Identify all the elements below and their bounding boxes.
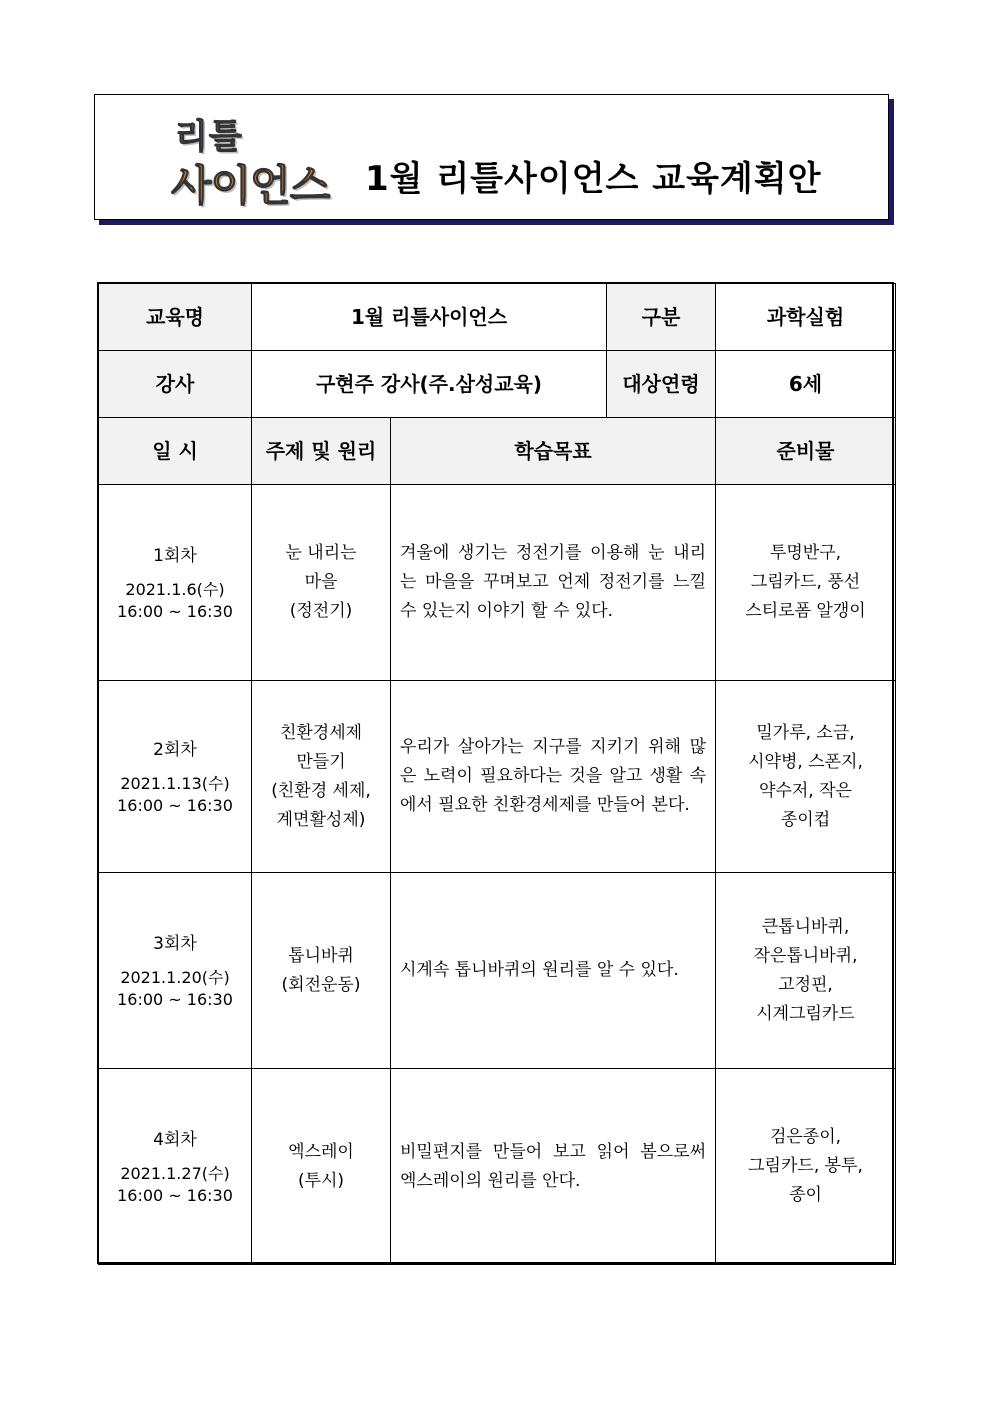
program-label: 교육명 [99,284,252,351]
session-topic-cell [252,1069,391,1265]
instructor-value: 구현주 강사(주.삼성교육) [252,351,607,418]
session-date: 2021.1.20(수) [120,968,230,987]
material-line: 그림카드, 봉투, [748,1156,863,1176]
topic-line: 계면활성제) [276,809,366,830]
session-date: 2021.1.6(수) [125,580,225,599]
little-science-logo [171,109,341,209]
logo-line-2-text: 사이언스 [171,161,330,210]
session-topic-cell [252,485,391,681]
col-header-goal: 학습목표 [391,418,716,485]
session-time: 16:00 ~ 16:30 [117,602,233,621]
session-number: 2회차 [153,740,197,760]
instructor-label: 강사 [99,351,252,418]
logo-line-2 [171,153,329,213]
category-label: 구분 [607,284,716,351]
col-header-topic: 주제 및 원리 [252,418,391,485]
session-topic-cell [252,873,391,1069]
session-time: 16:00 ~ 16:30 [117,796,233,815]
topic-line: 눈 내리는 [285,543,357,563]
topic-line: (회전운동) [281,974,361,995]
session-time: 16:00 ~ 16:30 [117,990,233,1009]
session-date-cell [99,1069,252,1265]
material-line: 작은톱니바퀴, [753,945,858,966]
topic-line: 톱니바퀴 [288,945,354,966]
session-goal: 겨울에 생기는 정전기를 이용해 눈 내리는 마을을 꾸며보고 언제 정전기를 느낄 수 있는지 이야기 할 수 있다. [391,485,716,681]
topic-line: (친환경 세제, [271,780,371,801]
material-line: 약수저, 작은 [759,780,852,801]
logo-line-1 [175,109,243,158]
title-box [94,94,889,220]
col-header-date: 일 시 [99,418,252,485]
topic-line: 엑스레이 [288,1141,354,1162]
table-row [99,1069,896,1265]
session-number: 4회차 [153,1130,197,1150]
session-date-cell [99,873,252,1069]
age-label: 대상연령 [607,351,716,418]
material-line: 큰톱니바퀴, [761,916,850,937]
info-row-program [99,284,896,351]
material-line: 투명반구, [769,543,842,563]
session-materials-cell [716,681,896,873]
session-materials-cell [716,873,896,1069]
col-header-materials: 준비물 [716,418,896,485]
topic-line: 친환경세제 [279,722,363,743]
topic-line: 마을 [304,572,338,592]
material-line: 시계그림카드 [756,1003,855,1024]
material-line: 스티로폼 알갱이 [745,601,866,621]
age-value: 6세 [716,351,896,418]
table-row [99,681,896,873]
session-materials-cell [716,1069,896,1265]
program-value: 1월 리틀사이언스 [252,284,607,351]
table-row [99,873,896,1069]
session-date-cell [99,485,252,681]
education-plan-table [98,283,896,1265]
material-line: 그림카드, 풍선 [750,572,861,592]
material-line: 검은종이, [769,1127,842,1147]
session-goal: 우리가 살아가는 지구를 지키기 위해 많은 노력이 필요하다는 것을 알고 생활 속에서 필요한 친환경세제를 만들어 본다. [391,681,716,873]
session-date: 2021.1.13(수) [120,774,230,793]
category-value: 과학실험 [716,284,896,351]
topic-line: (정전기) [289,601,353,621]
topic-line: (투시) [297,1170,345,1191]
page-title: 1월 리틀사이언스 교육계획안 [365,159,822,199]
material-line: 고정핀, [778,974,833,995]
material-line: 시약병, 스폰지, [748,751,863,772]
session-date: 2021.1.27(수) [120,1164,230,1183]
session-time: 16:00 ~ 16:30 [117,1186,233,1205]
topic-line: 만들기 [296,751,346,772]
session-number: 1회차 [153,546,197,566]
table-row [99,485,896,681]
session-date-cell [99,681,252,873]
session-goal: 시계속 톱니바퀴의 원리를 알 수 있다. [391,873,716,1069]
material-line: 종이 [789,1185,822,1205]
logo-line-1-text: 리틀 [175,117,243,157]
session-number: 3회차 [153,934,197,954]
material-line: 밀가루, 소금, [756,722,855,743]
material-line: 종이컵 [780,809,831,830]
session-topic-cell [252,681,391,873]
column-header-row [99,418,896,485]
session-materials-cell [716,485,896,681]
info-row-instructor [99,351,896,418]
session-goal: 비밀편지를 만들어 보고 읽어 봄으로써 엑스레이의 원리를 안다. [391,1069,716,1265]
